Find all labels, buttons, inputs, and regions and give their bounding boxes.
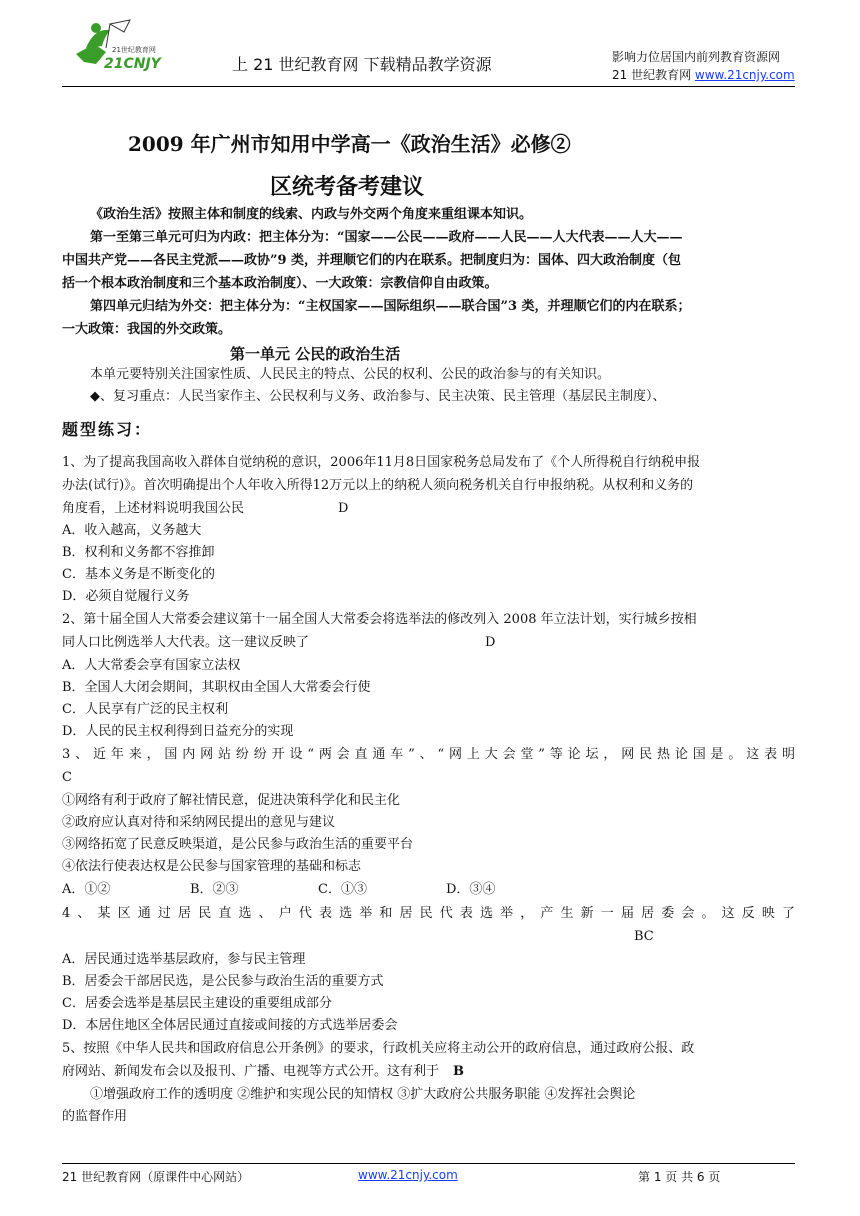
q3-item-4: ④依法行使表达权是公民参与国家管理的基础和标志 bbox=[62, 859, 362, 874]
intro-paragraph-2a: 第一至第三单元可归为内政：把主体分为：“国家——公民——政府——人民——人大代表——人大—— bbox=[90, 230, 683, 245]
q5-stem-line-1: 5、按照《中华人民共和国政府信息公开条例》的要求，行政机关应将主动公开的政府信息，通过政府公报、政 bbox=[62, 1041, 695, 1056]
q3-stem: 3、近年来，国内网站纷纷开设“两会直通车”、“网上大会堂”等论坛，网民热论国是。这表明 bbox=[62, 747, 795, 762]
q3-item-3: ③网络拓宽了民意反映渠道，是公民参与政治生活的重要平台 bbox=[62, 837, 414, 852]
q1-option-a: A．收入越高，义务越大 bbox=[62, 523, 202, 538]
q1-stem-line-2: 办法(试行)》。首次明确提出个人年收入所得12万元以上的纳税人须向税务机关自行申报纳税。从权利和义务的 bbox=[62, 478, 694, 493]
intro-paragraph-2c: 括一个根本政治制度和三个基本政治制度）、一大政策：宗教信仰自由政策。 bbox=[62, 276, 498, 291]
document-subtitle: 区统考备考建议 bbox=[270, 174, 425, 200]
header-site-name: 21 世纪教育网 bbox=[612, 68, 695, 82]
q2-stem-line-2 bbox=[62, 632, 795, 654]
q5-stem-text: 府网站、新闻发布会以及报刊、广播、电视等方式公开。这有利于 bbox=[62, 1064, 440, 1079]
q2-option-d: D．人民的民主权利得到日益充分的实现 bbox=[62, 724, 294, 739]
q2-option-a: A．人大常委会享有国家立法权 bbox=[62, 658, 241, 673]
footer-link[interactable]: www.21cnjy.com bbox=[358, 1168, 458, 1182]
q4-option-d: D．本居住地区全体居民通过直接或间接的方式选举居委会 bbox=[62, 1018, 398, 1033]
q2-answer: D bbox=[485, 635, 496, 650]
q3-choice-b: B．②③ bbox=[190, 882, 239, 897]
unit-heading: 第一单元 公民的政治生活 bbox=[230, 345, 401, 363]
q1-stem-line-1: 1、为了提高我国高收入群体自觉纳税的意识，2006年11月8日国家税务总局发布了《个人所得税自行纳税申报 bbox=[62, 455, 701, 470]
q4-option-b: B．居委会干部居民选，是公民参与政治生活的重要方式 bbox=[62, 974, 384, 989]
intro-paragraph-2b: 中国共产党——各民主党派——政协”9 类，并理顺它们的内在联系。把制度归为：国体、四大政治制度（包 bbox=[62, 253, 682, 268]
logo-big-text: 21CNJY bbox=[104, 56, 161, 72]
q4-stem: 4、某区通过居民直选、户代表选举和居民代表选举，产生新一届居委会。这反映了 bbox=[62, 906, 795, 921]
q3-choice-a: A．①② bbox=[62, 882, 111, 897]
header-tagline: 影响力位居国内前列教育资源网 bbox=[612, 50, 781, 64]
practice-title: 题型练习： bbox=[62, 420, 153, 439]
runner-logo-icon bbox=[66, 18, 170, 74]
intro-paragraph-1: 《政治生活》按照主体和制度的线索、内政与外交两个角度来重组课本知识。 bbox=[90, 207, 533, 222]
q3-item-1: ①网络有利于政府了解社情民意，促进决策科学化和民主化 bbox=[62, 793, 401, 808]
header-site-line bbox=[612, 66, 795, 84]
q3-choices bbox=[62, 879, 795, 901]
q1-option-c: C．基本义务是不断变化的 bbox=[62, 567, 215, 582]
q1-option-b: B．权利和义务都不容推卸 bbox=[62, 545, 215, 560]
q3-choice-c: C．①③ bbox=[318, 882, 367, 897]
site-logo[interactable] bbox=[66, 18, 170, 74]
q1-stem-text: 角度看，上述材料说明我国公民 bbox=[62, 501, 245, 516]
q5-answer: B bbox=[453, 1064, 465, 1079]
q5-items-cont: 的监督作用 bbox=[62, 1109, 128, 1124]
q2-option-b: B．全国人大闭会期间，其职权由全国人大常委会行使 bbox=[62, 680, 371, 695]
logo-small-text: 21世纪教育网 bbox=[112, 46, 156, 54]
q3-choice-d: D．③④ bbox=[446, 882, 496, 897]
unit-note: 本单元要特别关注国家性质、人民民主的特点、公民的权利、公民的政治参与的有关知识。 bbox=[90, 367, 611, 382]
q2-stem-line-1: 2、第十届全国人大常委会建议第十一届全国人大常委会将选举法的修改列入 2008 年立法计划，实行城乡按相 bbox=[62, 612, 697, 627]
q1-option-d: D．必须自觉履行义务 bbox=[62, 589, 190, 604]
q3-item-2: ②政府应认真对待和采纳网民提出的意见与建议 bbox=[62, 815, 336, 830]
q4-answer: BC bbox=[634, 929, 654, 944]
page-number: 第 1 页 共 6 页 bbox=[638, 1170, 721, 1184]
unit-review: ◆、复习重点：人民当家作主、公民权利与义务、政治参与、民主决策、民主管理（基层民主制度）、 bbox=[90, 389, 666, 404]
q3-answer: C bbox=[62, 770, 72, 785]
header-site-link[interactable]: www.21cnjy.com bbox=[694, 68, 795, 82]
header-right bbox=[612, 48, 795, 84]
footer-site: 21 世纪教育网（原课件中心网站） bbox=[62, 1170, 250, 1184]
q1-stem-line-3 bbox=[62, 498, 795, 520]
q4-option-c: C．居委会选举是基层民主建设的重要组成部分 bbox=[62, 996, 332, 1011]
intro-paragraph-3a: 第四单元归结为外交：把主体分为：“主权国家——国际组织——联合国”3 类，并理顺它们的内在联系； bbox=[90, 299, 691, 314]
document-title: 2009 年广州市知用中学高一《政治生活》必修② bbox=[128, 132, 571, 156]
q2-option-c: C．人民享有广泛的民主权利 bbox=[62, 702, 228, 717]
q2-stem-text: 同人口比例选举人大代表。这一建议反映了 bbox=[62, 635, 310, 650]
q5-items: ①增强政府工作的透明度 ②维护和实现公民的知情权 ③扩大政府公共服务职能 ④发挥社会舆论 bbox=[90, 1087, 636, 1102]
footer-divider bbox=[62, 1163, 795, 1164]
intro-paragraph-3b: 一大政策：我国的外交政策。 bbox=[62, 322, 232, 337]
q5-stem-line-2 bbox=[62, 1061, 795, 1083]
footer-link-wrap bbox=[358, 1168, 458, 1182]
header-slogan: 上 21 世纪教育网 下载精品教学资源 bbox=[232, 55, 492, 74]
q1-answer: D bbox=[338, 501, 349, 516]
header-divider bbox=[62, 86, 795, 87]
q4-option-a: A．居民通过选举基层政府，参与民主管理 bbox=[62, 952, 306, 967]
